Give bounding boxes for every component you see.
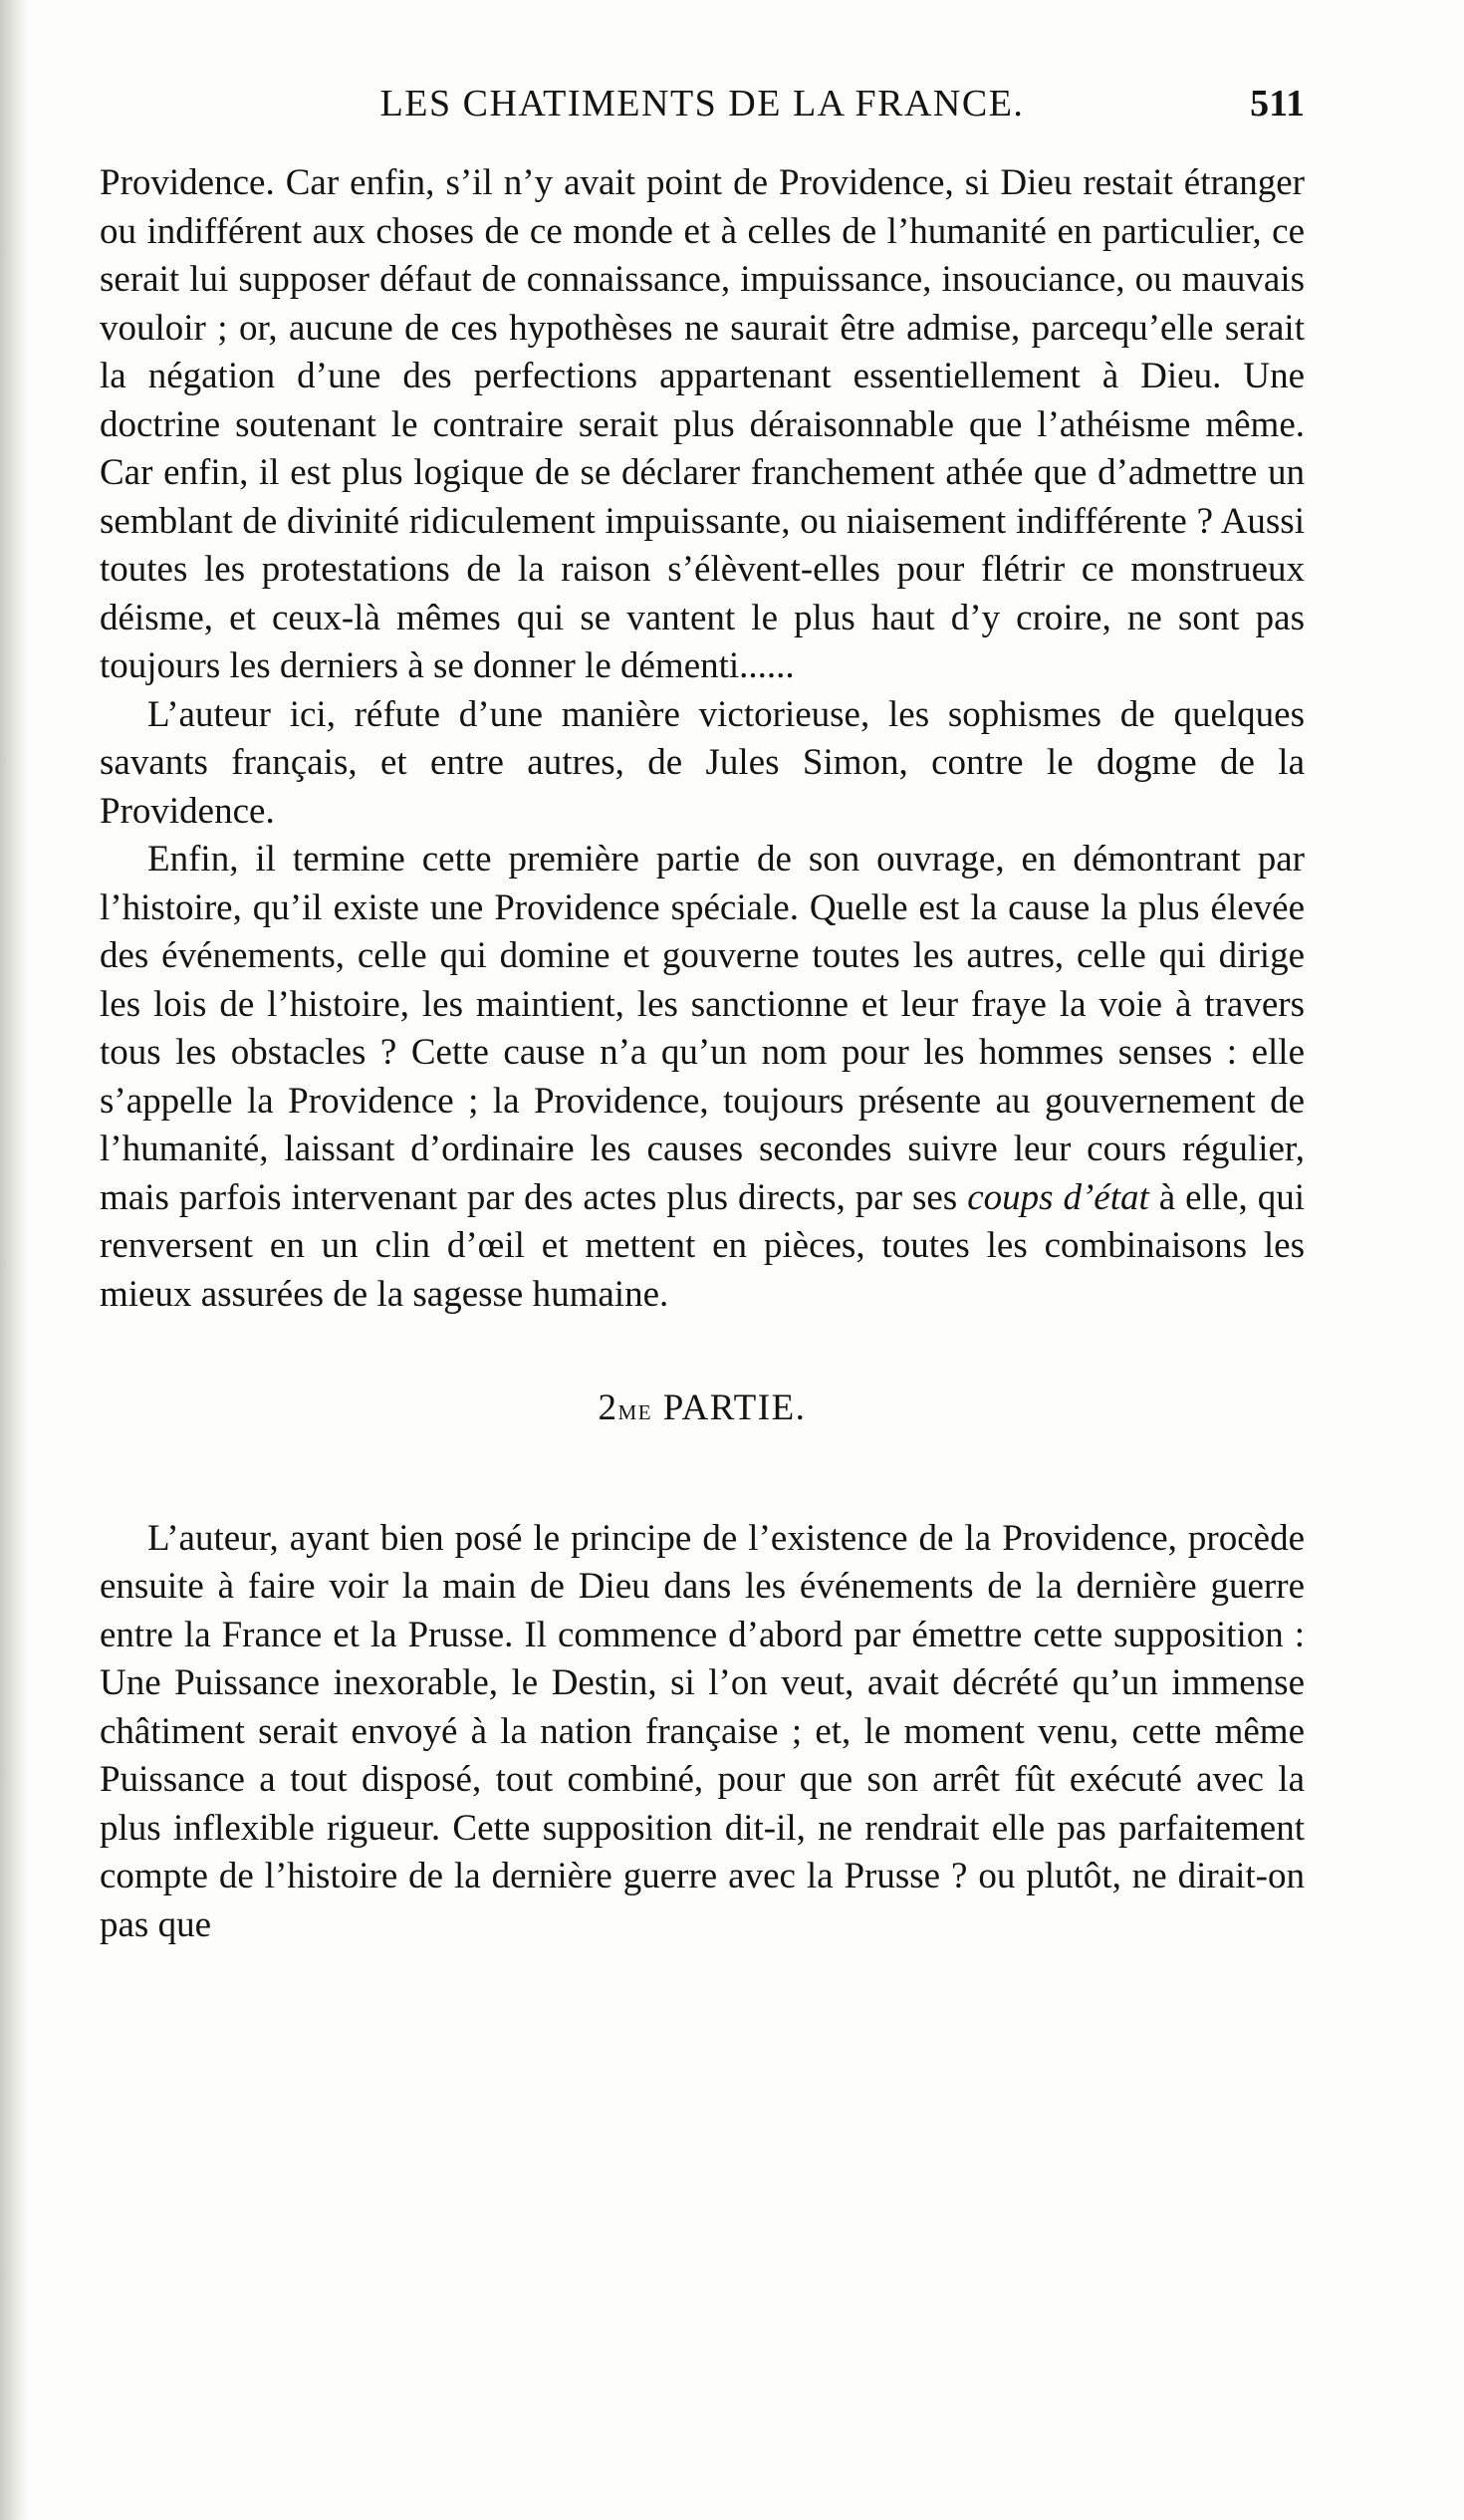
paragraph-3-text-end: à elle, qui renversent en un clin d’œil et mettent en pièces, toutes les combinaisons les mieux assurées de la sagesse humaine.	[100, 1176, 1306, 1315]
page-number: 511	[1250, 83, 1305, 125]
paragraph-3-text-start: Enfin, il termine cette première partie de son ouvrage, en démontrant par l’histoire, qu’il existe une Providence spéciale. Quelle est la cause la plus élevée des événements, celle qui domine et gouverne toutes les autres, celle qui dirige les lois de l’histoire, les maintient, les sanctionne et leur fraye la voie à travers tous les obstacles ? Cette cause n’a qu’un nom pour les hommes senses : elle s’appelle la Providence ; la Providence, toujours présente au gouvernement de l’humanité, laissant d’ordinaire les causes secondes suivre leur cours régulier, mais parfois intervenant par des actes plus directs, par ses	[100, 839, 1305, 1218]
paragraph-special-providence	[100, 836, 1305, 1319]
page-gutter-shadow	[0, 0, 28, 2520]
paragraph-providence-argument: Providence. Car enfin, s’il n’y avait point de Providence, si Dieu restait étranger ou indifférent aux choses de ce monde et à celles de l’humanité en particulier, ce serait lui supposer défaut de connaissance, impuissance, insouciance, ou mauvais vouloir ; or, aucune de ces hypothèses ne saurait être admise, parcequ’elle serait la négation d’une des perfections appartenant essentiellement à Dieu. Une doctrine soutenant le contraire serait plus déraisonnable que l’athéisme même. Car enfin, il est plus logique de se déclarer franchement athée que d’admettre un semblant de divinité ridiculement impuissante, ou niaisement indifférente ? Aussi toutes les protestations de la raison s’élèvent-elles pour flétrir ce monstrueux déisme, et ceux-là mêmes qui se vantent le plus haut d’y croire, ne sont pas toujours les derniers à se donner le démenti......	[100, 162, 1305, 686]
paragraph-author-refutes: L’auteur ici, réfute d’une manière victorieuse, les sophismes de quelques savants français, et entre autres, de Jules Simon, contre le dogme de la Providence.	[100, 693, 1305, 832]
paragraph-second-part: L’auteur, ayant bien posé le principe de l’existence de la Providence, procède ensuite à faire voir la main de Dieu dans les événements de la dernière guerre entre la France et la Prusse. Il commence d’abord par émettre cette supposition : Une Puissance inexorable, le Destin, si l’on veut, avait décrété qu’un immense châtiment serait envoyé à la nation française ; et, le moment venu, cette même Puissance a tout disposé, tout combiné, pour que son arrêt fût exécuté avec la plus inflexible rigueur. Cette supposition dit-il, ne rendrait elle pas parfaitement compte de l’histoire de la dernière guerre avec la Prusse ? ou plutôt, ne dirait-on pas que	[100, 1517, 1305, 1945]
section-heading-word: PARTIE.	[662, 1387, 807, 1428]
section-heading-ordinal: me	[617, 1393, 653, 1426]
running-title: LES CHATIMENTS DE LA FRANCE.	[379, 83, 1025, 125]
running-head	[100, 76, 1305, 131]
italic-phrase: coups d’état	[967, 1176, 1149, 1218]
section-heading-number: 2	[598, 1387, 618, 1428]
section-heading	[100, 1385, 1305, 1435]
body-text	[100, 159, 1305, 1949]
